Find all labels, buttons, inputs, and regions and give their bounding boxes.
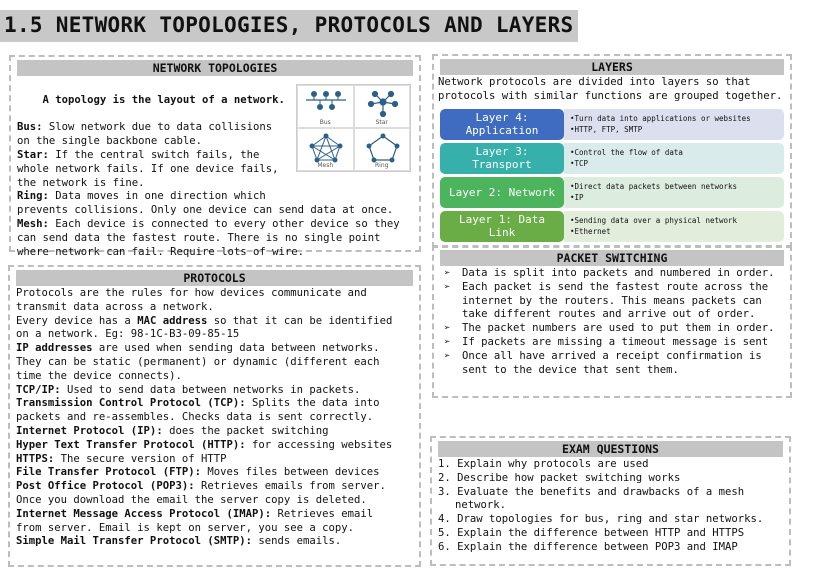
description: If the central switch fails, the whole network fails. If one device fails, the network is fine. — [17, 148, 279, 189]
text-item — [17, 218, 413, 259]
protocols-section — [8, 265, 421, 567]
layer-description — [564, 109, 784, 140]
description: so that it can be identified on a network. Eg: 98-1C-B3-09-85-15 — [16, 314, 393, 341]
ring-diagram: Ring — [354, 128, 411, 171]
description: are used when sending data between networks. They can be static (permanent) or dynamic (different each time the device connects). — [16, 342, 380, 382]
packet-switching-point: ➢ The packet numbers are used to put them in order. — [440, 322, 784, 336]
term: Internet Message Access Protocol (IMAP): — [16, 507, 272, 520]
packet-switching-point: ➢ Data is split into packets and numbered in order. — [440, 267, 784, 281]
layer-point: •Direct data packets between networks — [570, 181, 738, 191]
text-item — [17, 190, 413, 218]
exam-question: 3. Evaluate the benefits and drawbacks of a mesh network. — [438, 485, 745, 512]
layer-row — [440, 109, 784, 140]
text-item — [16, 535, 413, 549]
section-heading: NETWORK TOPOLOGIES — [17, 60, 413, 76]
section-heading: PACKET SWITCHING — [440, 250, 784, 266]
packet-switching-point: ➢ Once all have arrived a receipt confirmation is sent to the device that sent them. — [440, 350, 784, 378]
text-item — [16, 315, 413, 343]
layers-intro: Network protocols are divided into layers so that protocols with similar functions are grouped together. — [438, 76, 783, 102]
packet-switching-point: ➢ Each packet is send the fastest route across the internet by the routers. This means packets can take different routes and arrive out of order. — [440, 281, 784, 322]
section-heading: PROTOCOLS — [16, 270, 413, 286]
description: Each device is connected to every other device so they can send data the fastest route. There is no single point where network can fail. Require lots of wire. — [17, 217, 400, 258]
term: Mesh: — [17, 217, 49, 230]
description: Data moves in one direction which prevents collisions. Only one device can send data at once. — [17, 190, 394, 217]
term: File Transfer Protocol (FTP): — [16, 466, 201, 479]
term: HTTPS: — [16, 452, 55, 465]
bus-diagram: Bus — [297, 85, 354, 128]
layer-name: Layer 1: Data Link — [440, 211, 564, 242]
text-item — [16, 384, 413, 398]
text-item — [16, 453, 413, 467]
exam-questions-section — [430, 436, 791, 566]
term: Transmission Control Protocol (TCP): — [16, 397, 246, 410]
text-item — [16, 466, 413, 480]
term: Star: — [17, 148, 49, 161]
description: does the packet switching — [162, 424, 329, 437]
topologies-section — [9, 55, 421, 258]
description: for accessing websites — [245, 438, 393, 451]
layer-point: •Control the flow of data — [570, 147, 683, 157]
term: MAC address — [137, 314, 208, 327]
layer-point: •Sending data over a physical network — [570, 215, 738, 225]
text: Every device has a — [16, 314, 138, 327]
layer-point: •IP — [570, 192, 584, 202]
layer-description — [564, 211, 784, 242]
layer-point: •HTTP, FTP, SMTP — [570, 124, 643, 134]
text-item — [16, 508, 413, 536]
layer-row — [440, 143, 784, 174]
description: Retrieves email from server. Email is kept on server, you see a copy. — [16, 507, 374, 534]
description: Splits the data into packets and re-assembles. Checks data is sent correctly. — [16, 397, 380, 424]
term: IP addresses — [16, 342, 93, 355]
term: Ring: — [17, 190, 49, 203]
text-item — [16, 480, 413, 508]
description: sends emails. — [252, 535, 342, 548]
layer-name: Layer 3: Transport — [440, 143, 564, 174]
layer-name: Layer 4: Application — [440, 109, 564, 140]
exam-question: 6. Explain the difference between POP3 and IMAP — [438, 540, 738, 553]
topology-intro: A topology is the layout of a network. — [42, 93, 285, 106]
text-item — [16, 439, 413, 453]
packet-switching-point: ➢ If packets are missing a timeout message is sent — [440, 336, 784, 350]
layer-name: Layer 2: Network — [440, 177, 564, 208]
layer-description — [564, 143, 784, 174]
text-item — [16, 425, 413, 439]
packet-switching-section — [432, 245, 792, 398]
layer-point: •TCP — [570, 158, 589, 168]
topology-diagram — [296, 84, 411, 172]
layer-point: •Ethernet — [570, 226, 611, 236]
exam-question: 4. Draw topologies for bus, ring and star networks. — [438, 513, 764, 526]
term: Hyper Text Transfer Protocol (HTTP): — [16, 438, 246, 451]
layer-row — [440, 211, 784, 242]
term: Post Office Protocol (POP3): — [16, 480, 195, 493]
layer-row — [440, 177, 784, 208]
description: Used to send data between networks in packets. — [60, 383, 361, 396]
term: Internet Protocol (IP): — [16, 424, 163, 437]
text-item — [16, 397, 413, 425]
exam-question: 1. Explain why protocols are used — [438, 458, 649, 470]
exam-question: 5. Explain the difference between HTTP and HTTPS — [438, 526, 745, 539]
section-heading: EXAM QUESTIONS — [438, 441, 783, 457]
description: Moves files between devices — [200, 466, 380, 479]
layer-description — [564, 177, 784, 208]
section-heading: LAYERS — [440, 59, 784, 75]
mesh-diagram: Mesh — [297, 128, 354, 171]
exam-question: 2. Describe how packet switching works — [438, 471, 681, 484]
description: Protocols are the rules for how devices communicate and transmit data across a network. — [16, 287, 367, 313]
term: Bus: — [17, 121, 43, 134]
layer-point: •Turn data into applications or websites — [570, 113, 751, 123]
term: TCP/IP: — [16, 383, 61, 396]
text-item — [16, 287, 413, 315]
text-item — [16, 342, 413, 383]
page-title: 1.5 NETWORK TOPOLOGIES, PROTOCOLS AND LAYERS — [0, 10, 578, 42]
layers-section — [432, 54, 792, 248]
description: Retrieves emails from server. Once you download the email the server copy is deleted. — [16, 480, 386, 506]
description: Slow network due to data collisions on the single backbone cable. — [17, 121, 273, 148]
term: Simple Mail Transfer Protocol (SMTP): — [16, 535, 252, 548]
description: The secure version of HTTP — [54, 452, 227, 465]
star-diagram: Star — [354, 85, 411, 128]
